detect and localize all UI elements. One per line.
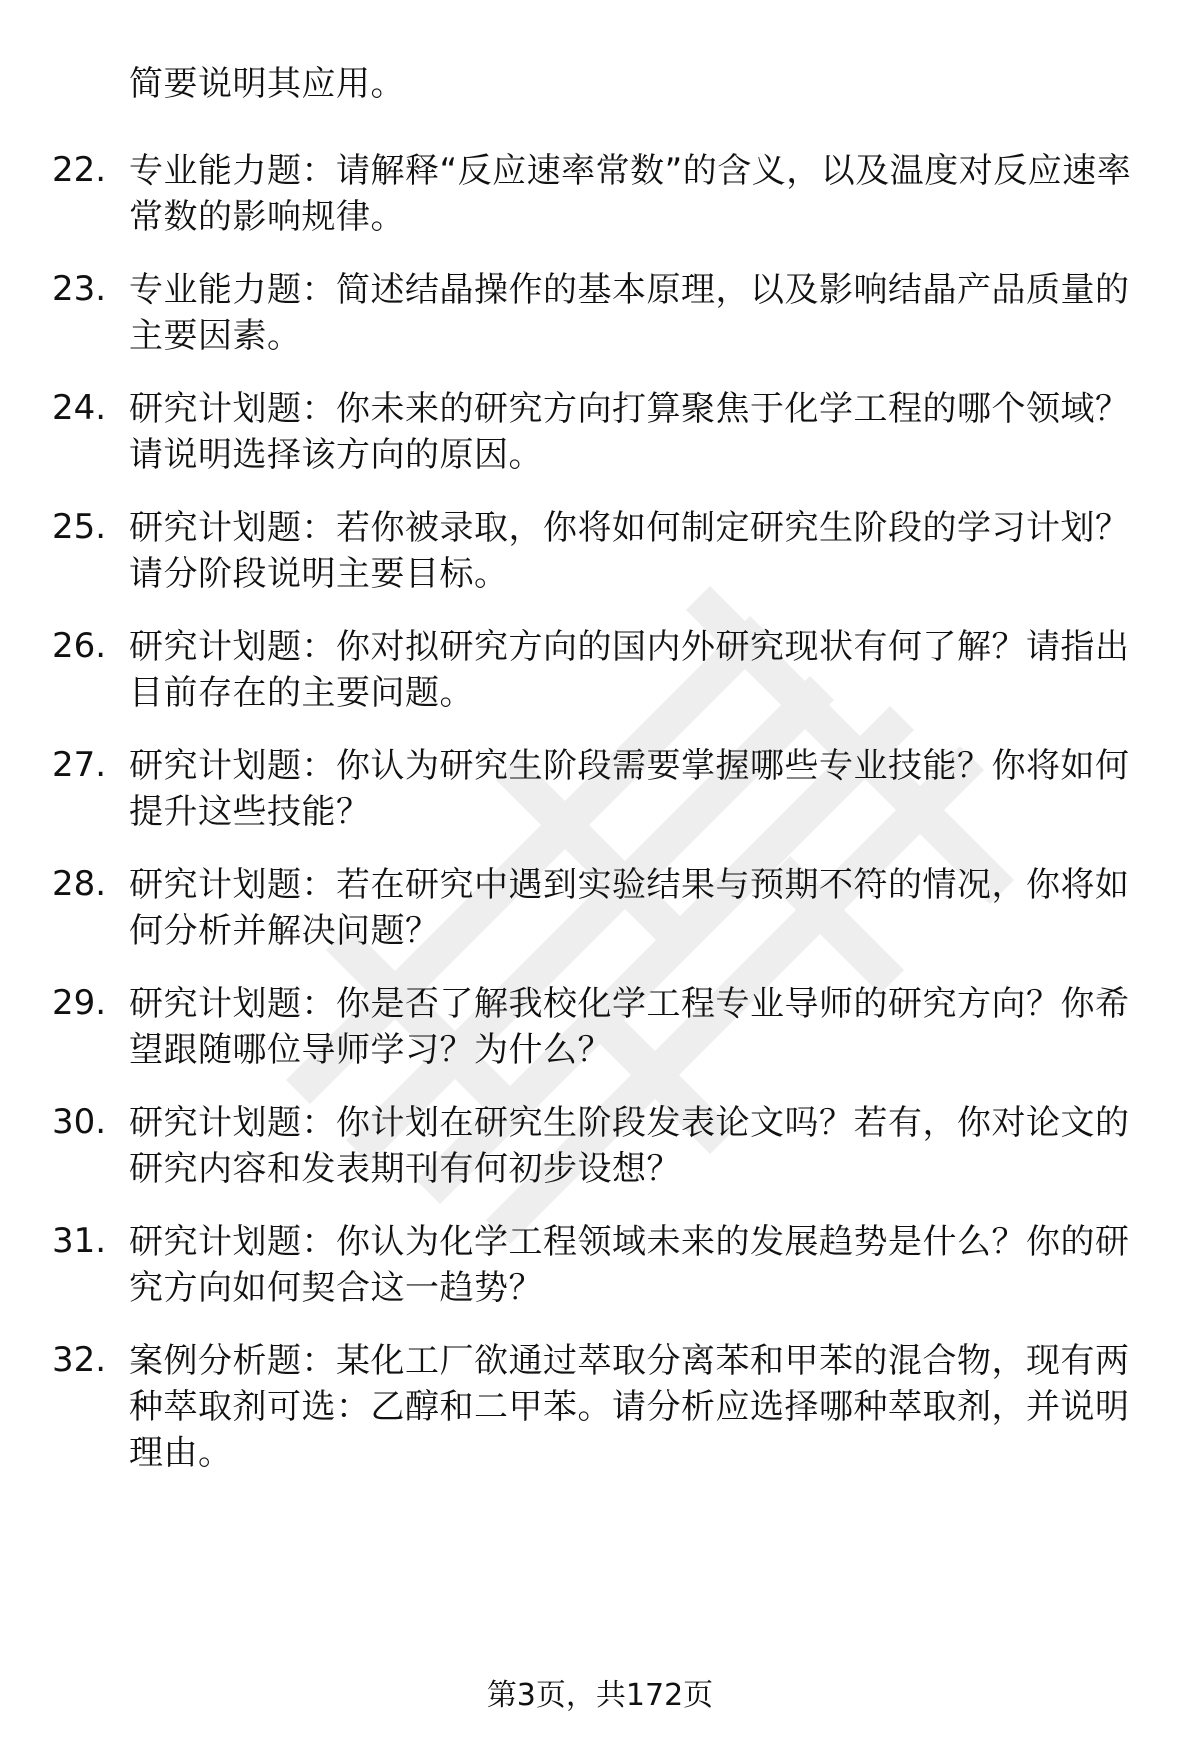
item-text: 研究计划题：你是否了解我校化学工程专业导师的研究方向？你希望跟随哪位导师学习？为什么？ — [129, 984, 1130, 1070]
item-text: 研究计划题：你未来的研究方向打算聚焦于化学工程的哪个领域？请说明选择该方向的原因。 — [129, 389, 1130, 475]
item-text: 研究计划题：你对拟研究方向的国内外研究现状有何了解？请指出目前存在的主要问题。 — [129, 627, 1130, 713]
item-number: 27. — [52, 745, 107, 785]
list-item — [0, 386, 1200, 505]
list-item — [0, 505, 1200, 624]
list-item — [0, 1100, 1200, 1219]
item-text: 研究计划题：你认为研究生阶段需要掌握哪些专业技能？你将如何提升这些技能？ — [129, 746, 1130, 832]
item-text: 专业能力题：简述结晶操作的基本原理，以及影响结晶产品质量的主要因素。 — [129, 270, 1130, 356]
item-number: 25. — [52, 507, 107, 547]
item-number: 26. — [52, 626, 107, 666]
question-list — [0, 148, 1200, 1473]
list-item — [0, 981, 1200, 1100]
item-number: 30. — [52, 1102, 107, 1142]
item-number: 22. — [52, 150, 107, 190]
item-text: 案例分析题：某化工厂欲通过萃取分离苯和甲苯的混合物，现有两种萃取剂可选：乙醇和二甲苯。请分析应选择哪种萃取剂，并说明理由。 — [129, 1341, 1130, 1473]
item-number: 31. — [52, 1221, 107, 1261]
item-number: 29. — [52, 983, 107, 1023]
item-number: 24. — [52, 388, 107, 428]
list-item — [0, 862, 1200, 981]
page-footer: 第3页，共172页 — [486, 1678, 714, 1713]
item-text: 研究计划题：若在研究中遇到实验结果与预期不符的情况，你将如何分析并解决问题？ — [129, 865, 1130, 951]
item-number: 32. — [52, 1340, 107, 1380]
list-item — [0, 1219, 1200, 1338]
continuation-text: 简要说明其应用。 — [129, 64, 405, 104]
item-number: 23. — [52, 269, 107, 309]
item-text: 研究计划题：若你被录取，你将如何制定研究生阶段的学习计划？请分阶段说明主要目标。 — [129, 508, 1130, 594]
list-item — [0, 1338, 1200, 1473]
list-item — [0, 148, 1200, 267]
item-number: 28. — [52, 864, 107, 904]
list-item — [0, 624, 1200, 743]
item-text: 研究计划题：你认为化学工程领域未来的发展趋势是什么？你的研究方向如何契合这一趋势？ — [129, 1222, 1130, 1308]
item-text: 专业能力题：请解释“反应速率常数”的含义，以及温度对反应速率常数的影响规律。 — [129, 151, 1132, 237]
item-text: 研究计划题：你计划在研究生阶段发表论文吗？若有，你对论文的研究内容和发表期刊有何初步设想？ — [129, 1103, 1130, 1189]
list-item — [0, 267, 1200, 386]
list-item — [0, 743, 1200, 862]
